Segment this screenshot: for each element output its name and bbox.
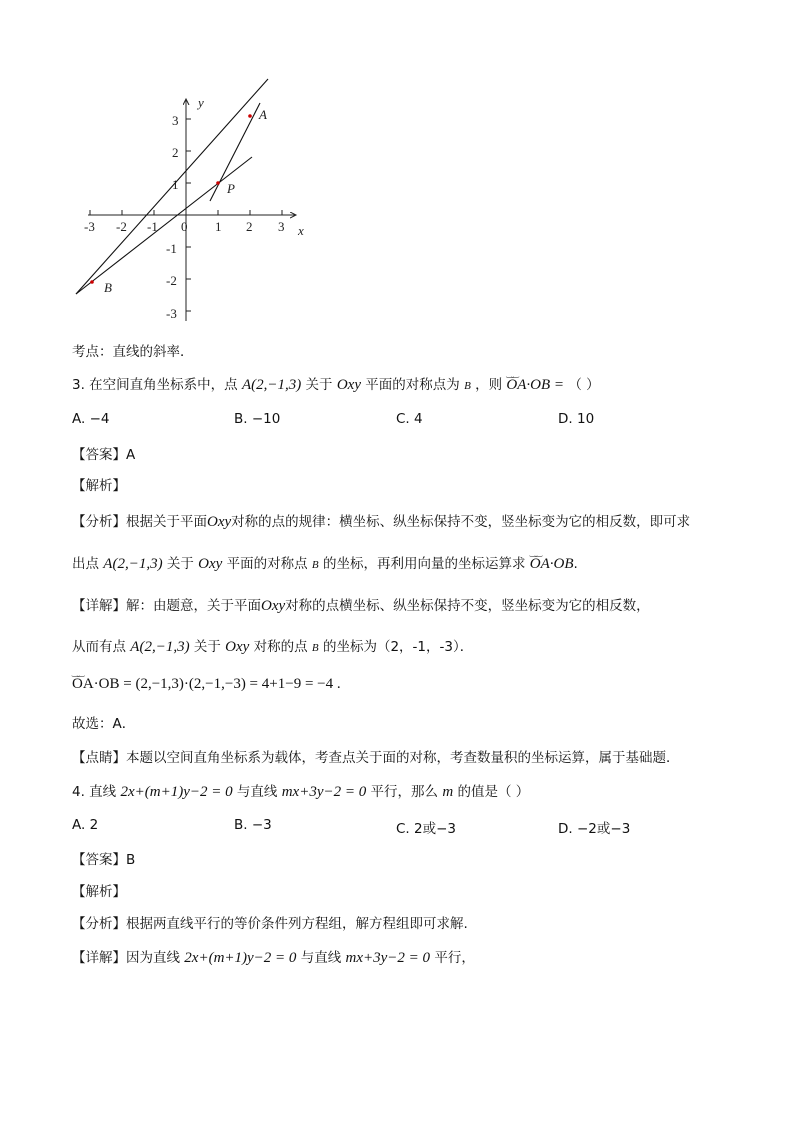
x-tick-label: -3	[84, 219, 95, 234]
x-tick-label: 1	[215, 219, 222, 234]
y-tick-label: -1	[166, 241, 177, 256]
q4-line2: mx+3y−2 = 0	[281, 784, 367, 800]
y-axis-label: y	[198, 95, 204, 110]
x-tick-label: -1	[147, 219, 158, 234]
q3-stem: 3. 在空间直角坐标系中，点 A(2,−1,3) 关于 Oxy 平面的对称点为 B ，则 ‿‿ OA·OB = （ ）	[72, 373, 600, 394]
q3-calc: ‿‿ OA·OB = (2,−1,3)·(2,−1,−3) = 4+1−9 = −4 .	[72, 676, 341, 693]
q3-comment: 【点睛】本题以空间直角坐标系为载体，考查点关于面的对称，考查数量积的坐标运算，属于基础题．	[72, 750, 680, 766]
q3-fenxi-1: 【分析】根据关于平面Oxy对称的点的规律：横坐标、纵坐标保持不变，竖坐标变为它的相反数，即可求	[72, 514, 691, 530]
q3-detail-2: 从而有点 A(2,−1,3) 关于 Oxy 对称的点 B 的坐标为（2，-1，-3）．	[72, 639, 474, 655]
q3-fenxi-2: 出点 A(2,−1,3) 关于 Oxy 平面的对称点 B 的坐标，再利用向量的坐标运算求 ‿‿ OA·OB.	[72, 552, 578, 573]
q4-line1: 2x+(m+1)y−2 = 0	[120, 784, 233, 800]
q4-option-d: D. −2或−3	[558, 821, 631, 837]
q3-point-A: A(2,−1,3)	[241, 377, 302, 393]
segment-P-A	[210, 103, 260, 201]
q4-option-b: B. −3	[234, 817, 272, 833]
q4-answer: 【答案】B	[72, 852, 136, 868]
x-tick-label: 0	[181, 219, 188, 234]
q4-stem: 4. 直线 2x+(m+1)y−2 = 0 与直线 mx+3y−2 = 0 平行，那么 m 的值是（ ）	[72, 784, 530, 800]
point-B	[90, 280, 94, 284]
q3-option-c: C. 4	[396, 411, 423, 427]
line-through-A	[76, 79, 268, 294]
label-A: A	[259, 107, 267, 122]
q3-expr: ‿‿ OA·OB =	[506, 377, 564, 394]
q4-option-a: A. 2	[72, 817, 99, 833]
q3-detail-1: 【详解】解：由题意，关于平面Oxy对称的点横坐标、纵坐标保持不变，竖坐标变为它的相反数，	[72, 598, 650, 614]
point-P	[216, 181, 220, 185]
q3-option-a: A. −4	[72, 411, 110, 427]
q3-option-d: D. 10	[558, 411, 595, 427]
x-tick-label: 2	[246, 219, 253, 234]
q3-plane: Oxy	[336, 377, 361, 393]
q4-analysis-title: 【解析】	[72, 884, 126, 900]
y-tick-label: -2	[166, 273, 177, 288]
x-tick-label: -2	[116, 219, 127, 234]
line-B-P	[76, 157, 252, 294]
q4-detail: 【详解】因为直线 2x+(m+1)y−2 = 0 与直线 mx+3y−2 = 0 平行，	[72, 950, 475, 966]
q3-analysis-title: 【解析】	[72, 478, 126, 494]
label-P: P	[227, 181, 235, 196]
label-B: B	[104, 280, 112, 295]
point-A	[248, 114, 252, 118]
y-tick-label: 2	[172, 145, 179, 160]
y-tick-label: 1	[172, 177, 179, 192]
q4-option-c: C. 2或−3	[396, 821, 456, 837]
y-tick-label: 3	[172, 113, 179, 128]
q3-choose: 故选：A．	[72, 716, 136, 732]
coordinate-figure	[60, 75, 400, 325]
q4-fenxi: 【分析】根据两直线平行的等价条件列方程组，解方程组即可求解.	[72, 916, 468, 932]
q3-answer: 【答案】A	[72, 447, 136, 463]
y-tick-label: -3	[166, 306, 177, 321]
x-axis-label: x	[298, 223, 304, 238]
x-tick-label: 3	[278, 219, 285, 234]
q3-option-b: B. −10	[234, 411, 281, 427]
topic-line: 考点：直线的斜率．	[72, 344, 194, 360]
